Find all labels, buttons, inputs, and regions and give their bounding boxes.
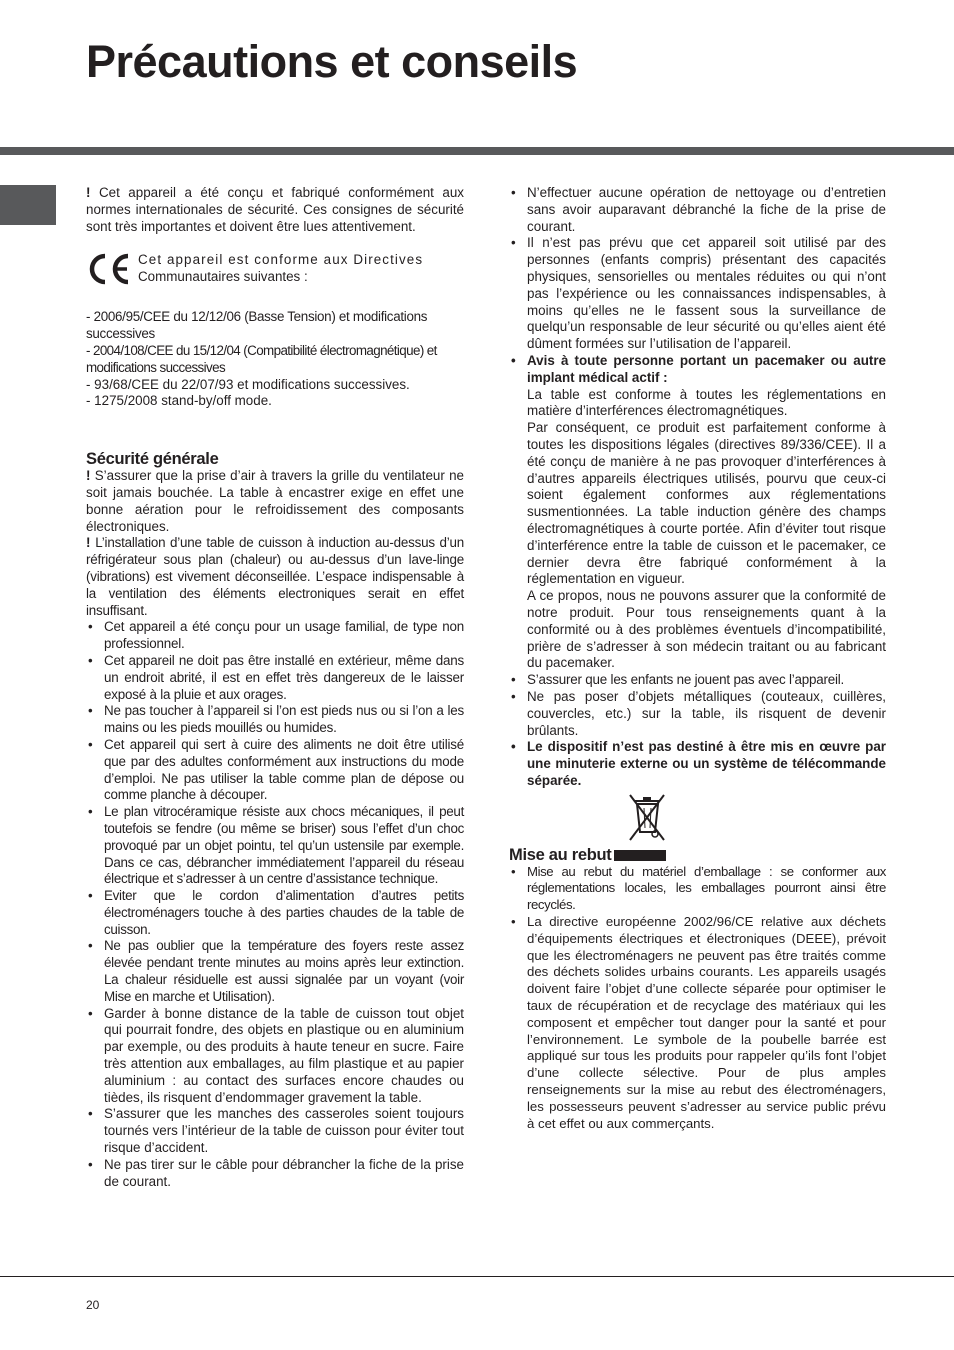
ce-conformity (86, 252, 464, 292)
securite-paragraph-1 (86, 468, 464, 535)
intro-paragraph (86, 185, 464, 235)
list-item: • S’assurer que les enfants ne jouent pas avec l’appareil. (509, 672, 886, 689)
section-heading-mise-au-rebut (509, 846, 886, 864)
warning-mark: ! (86, 468, 91, 484)
right-column (509, 185, 886, 1132)
list-item: • Eviter que le cordon d’alimentation d’autres petits électroménagers touche à des parties chaudes de la table de cuisson. (86, 888, 464, 938)
directive-item: - 93/68/CEE du 22/07/93 et modifications successives. (86, 376, 410, 392)
header-rule (0, 147, 954, 155)
list-item: • La directive européenne 2002/96/CE relative aux déchets d’équipements électriques et électroniques (DEEE), prévoit que les électroménagers ne peuvent pas être traités comme des déchets solides urbains courants. Les appareils usagés doivent faire l’objet d’une collecte séparée pour optimiser le taux de récupération et de recyclage des matériaux qui les composent et empêcher tout danger pour la santé et pour l’environnement. Le symbole de la poubelle barrée est appliqué sur tous les produits pour rappeler qu’ils font l’objet d’une collecte sélective. Pour de plus amples renseignements sur la mise au rebut des électroménagers, les possesseurs peuvent s’adresser au service public prévu à cet effet ou aux commerçants. (509, 914, 886, 1132)
list-item: • Cet appareil ne doit pas être installé en extérieur, même dans un endroit abrité, il est en effet très dangereux de le laisser exposé à la pluie et aux orages. (86, 653, 464, 703)
footer-rule (0, 1276, 954, 1277)
mise-au-rebut-list (509, 864, 886, 1133)
securite-bullet-list (86, 619, 464, 1190)
directive-item: - 1275/2008 stand-by/off mode. (86, 393, 272, 409)
list-item: • Ne pas toucher à l’appareil si l’on est pieds nus ou si l’on a les mains ou les pieds mouillés ou humides. (86, 703, 464, 737)
weee-symbol-area (509, 790, 886, 846)
warning-mark: ! (86, 535, 91, 551)
intro-text: Cet appareil a été conçu et fabriqué conformément aux normes internationales de sécurité. Ces consignes de sécurité sont très importantes et doivent être lues attentivement. (86, 185, 464, 234)
list-item: • Cet appareil a été conçu pour un usage familial, de type non professionnel. (86, 619, 464, 653)
list-item: • Ne pas tirer sur le câble pour débrancher la fiche de la prise de courant. (86, 1157, 464, 1191)
ce-text-line2: Communautaires suivantes : (138, 269, 308, 285)
crossed-out-wheelie-bin-icon (627, 792, 667, 844)
page-title: Précautions et conseils (86, 36, 578, 87)
section-heading-securite: Sécurité générale (86, 450, 219, 469)
list-item: • Ne pas oublier que la température des foyers reste assez élevée pendant trente minutes au moins après leur extinction. La chaleur résiduelle est aussi signalée par un voyant (voir Mise en marche et Utilisation). (86, 938, 464, 1005)
securite-text-1: S’assurer que la prise d’air à travers la grille du ventilateur ne soit jamais bouchée. La table à encastrer exige en effet une bonne aération pour le refroidissement des composants électroniques. (86, 468, 464, 534)
pacemaker-paragraph: A ce propos, nous ne pouvons assurer que la conformité de notre produit. Pour tous renseignements quant à la conformité ou à des problèmes éventuels d’incompatibilité, prière de s’adresser à son médecin traitant ou au fabricant du pacemaker. (527, 588, 886, 671)
list-item: • S’assurer que les manches des casseroles soient toujours tournés vers l’intérieur de la table de cuisson pour éviter tout risque d’accident. (86, 1106, 464, 1156)
directives-list (86, 309, 464, 410)
securite-text-2: L’installation d’une table de cuisson à induction au-dessus d’un réfrigérateur sous plan (chaleur) ou au-dessus d’un lave-linge (vibrations) est vivement déconseillée. L’espace indispensable à la ventilation des éléments electroniques serait en effet insuffisant. (86, 535, 464, 618)
list-item: • Le dispositif n’est pas destiné à être mis en œuvre par une minuterie externe ou un système de télécommande séparée. (509, 739, 886, 789)
securite-paragraph-2 (86, 535, 464, 619)
ce-text-line1: Cet appareil est conforme aux Directives (138, 252, 424, 268)
left-column (86, 185, 464, 1190)
pacemaker-heading: Avis à toute personne portant un pacemaker ou autre implant médical actif : (527, 352, 886, 385)
list-item: • Le plan vitrocéramique résiste aux chocs mécaniques, il peut toutefois se fendre (ou même se briser) sous l’effet d’un choc provoqué par un objet pointu, tel qu’un ustensile par exemple. Dans ce cas, débrancher immédiatement l’appareil du réseau électrique et s’adresser à un centre d’assistance technique. (86, 804, 464, 888)
pacemaker-paragraph: La table est conforme à toutes les réglementations en matière d’interférences électromagnétiques. (527, 386, 886, 419)
list-item: • Il n’est pas prévu que cet appareil soit utilisé par des personnes (enfants compris) présentant des capacités physiques, sensorielles ou mentales réduites ou qui n’ont pas l’expérience ou les connaissances indispensables, à moins qu’elles ne le fassent sous la surveillance de quelqu’un responsable de leur sécurité ou qu’elles aient été dûment formées sur l’utilisation de l’appareil. (509, 235, 886, 353)
directive-item: - 2004/108/CEE du 15/12/04 (Compatibilité électromagnétique) et modifications successives (86, 342, 437, 375)
list-item: • Garder à bonne distance de la table de cuisson tout objet qui pourrait fondre, des objets en plastique ou en aluminium par exemple, ou des produits à haute teneur en sucre. Faire très attention aux emballages, au film plastique et au papier aluminium : au contact des surfaces encore chaudes ou tièdes, ils risquent d’endommager gravement la table. (86, 1006, 464, 1107)
ce-mark-icon (86, 252, 132, 286)
section-tab (0, 185, 56, 225)
directive-item: - 2006/95/CEE du 12/12/06 (Basse Tension) et modifications successives (86, 309, 428, 342)
list-item: • Mise au rebut du matériel d’emballage : se conformer aux réglementations locales, les emballages pourront ainsi être recyclés. (509, 864, 886, 914)
right-bullet-list (509, 185, 886, 790)
mise-au-rebut-title: Mise au rebut (509, 845, 612, 864)
pacemaker-paragraph: Par conséquent, ce produit est parfaitement conforme à toutes les dispositions légales (directives 89/336/CEE). Il a été conçu de manière à ne pas provoquer d’interférences à d’autres appareils électriques utilisés, pourvu que ceux-ci soient également conformes aux réglementations susmentionnées. La table induction génère des champs électromagnétiques à courte portée. Afin d’éviter tout risque d’interférence entre la table de cuisson et le pacemaker, ce dernier devra être fabriqué conformément à la réglementation en vigueur. (527, 420, 886, 587)
list-item: • Cet appareil qui sert à cuire des aliments ne doit être utilisé que par des adultes conformément aux instructions du mode d’emploi. Ne pas utiliser la table comme plan de dépose ou comme planche à découper. (86, 737, 464, 804)
heading-bar (614, 850, 666, 861)
list-item: • N’effectuer aucune opération de nettoyage ou d’entretien sans avoir auparavant débranché la fiche de la prise de courant. (509, 185, 886, 235)
warning-mark: ! (86, 185, 91, 200)
list-item-pacemaker (509, 353, 886, 672)
ce-text (138, 252, 464, 286)
list-item: • Ne pas poser d’objets métalliques (couteaux, cuillères, couvercles, etc.) sur la table, ils risquent de devenir brûlants. (509, 689, 886, 739)
page-number: 20 (86, 1298, 100, 1312)
